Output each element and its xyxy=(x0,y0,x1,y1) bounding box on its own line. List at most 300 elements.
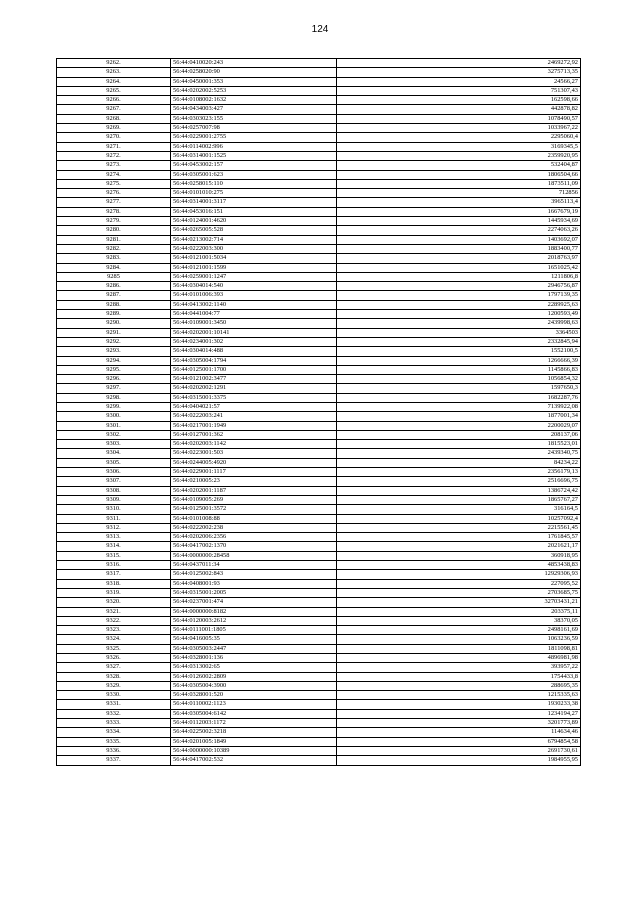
table-row xyxy=(57,356,581,365)
cadastral-number-cell: 56:44:0305001:623 xyxy=(171,170,337,179)
table-row xyxy=(57,542,581,551)
cadastral-number-cell: 56:44:0111001:1805 xyxy=(171,626,337,635)
row-number-cell: 9290. xyxy=(57,319,171,328)
cadastral-number-cell: 56:44:0125002:843 xyxy=(171,570,337,579)
table-row xyxy=(57,477,581,486)
table-row xyxy=(57,449,581,458)
row-number-cell: 9331. xyxy=(57,700,171,709)
value-cell: 1056854,32 xyxy=(337,375,581,384)
table-row xyxy=(57,291,581,300)
row-number-cell: 9305. xyxy=(57,458,171,467)
value-cell: 1078490,57 xyxy=(337,114,581,123)
cadastral-number-cell: 56:44:0229001:2755 xyxy=(171,133,337,142)
value-cell: 84234,22 xyxy=(337,458,581,467)
row-number-cell: 9336. xyxy=(57,746,171,755)
cadastral-number-cell: 56:44:0000000:10389 xyxy=(171,746,337,755)
value-cell: 1200593,49 xyxy=(337,310,581,319)
row-number-cell: 9314. xyxy=(57,542,171,551)
table-row xyxy=(57,468,581,477)
row-number-cell: 9280. xyxy=(57,226,171,235)
table-row xyxy=(57,579,581,588)
cadastral-number-cell: 56:44:0213002:714 xyxy=(171,235,337,244)
table-row xyxy=(57,282,581,291)
table-row xyxy=(57,217,581,226)
table-row xyxy=(57,616,581,625)
cadastral-number-cell: 56:44:0259001:1247 xyxy=(171,272,337,281)
cadastral-number-cell: 56:44:0257007:98 xyxy=(171,124,337,133)
row-number-cell: 9308. xyxy=(57,486,171,495)
table-row xyxy=(57,161,581,170)
value-cell: 10257092,4 xyxy=(337,514,581,523)
row-number-cell: 9312. xyxy=(57,523,171,532)
value-cell: 1063236,59 xyxy=(337,635,581,644)
row-number-cell: 9275. xyxy=(57,179,171,188)
table-row xyxy=(57,663,581,672)
value-cell: 4853438,83 xyxy=(337,561,581,570)
table-row xyxy=(57,59,581,68)
table-row xyxy=(57,700,581,709)
cadastral-number-cell: 56:44:0121001:1599 xyxy=(171,263,337,272)
cadastral-number-cell: 56:44:0127001:362 xyxy=(171,430,337,439)
cadastral-number-cell: 56:44:0202002:1291 xyxy=(171,384,337,393)
table-row xyxy=(57,68,581,77)
row-number-cell: 9326. xyxy=(57,654,171,663)
table-row xyxy=(57,672,581,681)
table-row xyxy=(57,272,581,281)
table-row xyxy=(57,691,581,700)
cadastral-number-cell: 56:44:0265005:528 xyxy=(171,226,337,235)
value-cell: 227095,52 xyxy=(337,579,581,588)
cadastral-number-cell: 56:44:0222003:241 xyxy=(171,412,337,421)
row-number-cell: 9282. xyxy=(57,244,171,253)
row-number-cell: 9317. xyxy=(57,570,171,579)
cadastral-number-cell: 56:44:0305004:6142 xyxy=(171,709,337,718)
value-cell: 1682287,76 xyxy=(337,393,581,402)
value-cell: 2703685,75 xyxy=(337,588,581,597)
table-row xyxy=(57,189,581,198)
cadastral-number-cell: 56:44:0108002:1632 xyxy=(171,96,337,105)
row-number-cell: 9286. xyxy=(57,282,171,291)
row-number-cell: 9287. xyxy=(57,291,171,300)
value-cell: 1806504,66 xyxy=(337,170,581,179)
value-cell: 3364503 xyxy=(337,328,581,337)
table-row xyxy=(57,244,581,253)
row-number-cell: 9334. xyxy=(57,728,171,737)
row-number-cell: 9278. xyxy=(57,207,171,216)
table-row xyxy=(57,533,581,542)
cadastral-number-cell: 56:44:0202003:1142 xyxy=(171,440,337,449)
cadastral-number-cell: 56:44:0202001:1187 xyxy=(171,486,337,495)
table-row xyxy=(57,607,581,616)
table-row xyxy=(57,96,581,105)
cadastral-number-cell: 56:44:0417002:1370 xyxy=(171,542,337,551)
value-cell: 1883400,77 xyxy=(337,244,581,253)
value-cell: 1552100,5 xyxy=(337,347,581,356)
value-cell: 208137,06 xyxy=(337,430,581,439)
row-number-cell: 9294. xyxy=(57,356,171,365)
table-row xyxy=(57,142,581,151)
row-number-cell: 9291. xyxy=(57,328,171,337)
table-row xyxy=(57,310,581,319)
value-cell: 24566,27 xyxy=(337,77,581,86)
cadastral-number-cell: 56:44:0121001:5034 xyxy=(171,254,337,263)
table-body xyxy=(57,59,581,766)
value-cell: 2469272,92 xyxy=(337,59,581,68)
table-row xyxy=(57,337,581,346)
row-number-cell: 9306. xyxy=(57,468,171,477)
value-cell: 162598,66 xyxy=(337,96,581,105)
table-row xyxy=(57,681,581,690)
row-number-cell: 9262. xyxy=(57,59,171,68)
value-cell: 3201773,89 xyxy=(337,719,581,728)
row-number-cell: 9325. xyxy=(57,644,171,653)
value-cell: 2200029,07 xyxy=(337,421,581,430)
table-row xyxy=(57,635,581,644)
value-cell: 1754433,8 xyxy=(337,672,581,681)
table-row xyxy=(57,124,581,133)
cadastral-number-cell: 56:44:0109001:3450 xyxy=(171,319,337,328)
value-cell: 1211806,8 xyxy=(337,272,581,281)
row-number-cell: 9273. xyxy=(57,161,171,170)
table-row xyxy=(57,430,581,439)
cadastral-number-cell: 56:44:0225002:3218 xyxy=(171,728,337,737)
value-cell: 751307,43 xyxy=(337,86,581,95)
cadastral-number-cell: 56:44:0121002:3477 xyxy=(171,375,337,384)
value-cell: 1033967,22 xyxy=(337,124,581,133)
row-number-cell: 9304. xyxy=(57,449,171,458)
value-cell: 1815523,01 xyxy=(337,440,581,449)
cadastral-number-cell: 56:44:0441004:77 xyxy=(171,310,337,319)
table-row xyxy=(57,412,581,421)
value-cell: 1761845,57 xyxy=(337,533,581,542)
row-number-cell: 9274. xyxy=(57,170,171,179)
value-cell: 38370,05 xyxy=(337,616,581,625)
table-row xyxy=(57,440,581,449)
cadastral-number-cell: 56:44:0120003:2612 xyxy=(171,616,337,625)
value-cell: 2332845,94 xyxy=(337,337,581,346)
table-row xyxy=(57,756,581,765)
row-number-cell: 9267. xyxy=(57,105,171,114)
cadastral-number-cell: 56:44:0114002:996 xyxy=(171,142,337,151)
row-number-cell: 9297. xyxy=(57,384,171,393)
value-cell: 712856 xyxy=(337,189,581,198)
table-row xyxy=(57,505,581,514)
table-row xyxy=(57,319,581,328)
cadastral-number-cell: 56:44:0000000:28458 xyxy=(171,551,337,560)
value-cell: 1445934,69 xyxy=(337,217,581,226)
value-cell: 1984955,95 xyxy=(337,756,581,765)
value-cell: 3965113,4 xyxy=(337,198,581,207)
cadastral-number-cell: 56:44:0404021:57 xyxy=(171,402,337,411)
cadastral-number-cell: 56:44:0244005:4920 xyxy=(171,458,337,467)
cadastral-number-cell: 56:44:0416005:35 xyxy=(171,635,337,644)
value-cell: 1667679,19 xyxy=(337,207,581,216)
cadastral-number-cell: 56:44:0222003:300 xyxy=(171,244,337,253)
value-cell: 2498161,69 xyxy=(337,626,581,635)
cadastral-number-cell: 56:44:0125001:1700 xyxy=(171,365,337,374)
value-cell: 2946756,87 xyxy=(337,282,581,291)
cadastral-number-cell: 56:44:0202006:2356 xyxy=(171,533,337,542)
cadastral-number-cell: 56:44:0313002:65 xyxy=(171,663,337,672)
table-row xyxy=(57,263,581,272)
cadastral-number-cell: 56:44:0237001:474 xyxy=(171,598,337,607)
table-row xyxy=(57,495,581,504)
row-number-cell: 9265. xyxy=(57,86,171,95)
row-number-cell: 9296. xyxy=(57,375,171,384)
row-number-cell: 9288. xyxy=(57,300,171,309)
table-row xyxy=(57,458,581,467)
table-row xyxy=(57,375,581,384)
cadastral-number-cell: 56:44:0125001:3572 xyxy=(171,505,337,514)
row-number-cell: 9321. xyxy=(57,607,171,616)
row-number-cell: 9272. xyxy=(57,151,171,160)
table-row xyxy=(57,77,581,86)
cadastral-number-cell: 56:44:0101008:88 xyxy=(171,514,337,523)
row-number-cell: 9270. xyxy=(57,133,171,142)
cadastral-number-cell: 56:44:0453016:151 xyxy=(171,207,337,216)
row-number-cell: 9292. xyxy=(57,337,171,346)
value-cell: 1797139,35 xyxy=(337,291,581,300)
value-cell: 316164,5 xyxy=(337,505,581,514)
cadastral-number-cell: 56:44:0315001:2005 xyxy=(171,588,337,597)
row-number-cell: 9303. xyxy=(57,440,171,449)
value-cell: 7139922,08 xyxy=(337,402,581,411)
row-number-cell: 9295. xyxy=(57,365,171,374)
cadastral-number-cell: 56:44:0328001:520 xyxy=(171,691,337,700)
row-number-cell: 9301. xyxy=(57,421,171,430)
cadastral-number-cell: 56:44:0101006:393 xyxy=(171,291,337,300)
row-number-cell: 9307. xyxy=(57,477,171,486)
value-cell: 1930233,38 xyxy=(337,700,581,709)
cadastral-number-cell: 56:44:0303023:155 xyxy=(171,114,337,123)
row-number-cell: 9263. xyxy=(57,68,171,77)
value-cell: 1403692,07 xyxy=(337,235,581,244)
value-cell: 1145866,83 xyxy=(337,365,581,374)
value-cell: 2439340,75 xyxy=(337,449,581,458)
value-cell: 1234194,27 xyxy=(337,709,581,718)
cadastral-number-cell: 56:44:0202001:10141 xyxy=(171,328,337,337)
cadastral-number-cell: 56:44:0314001:3117 xyxy=(171,198,337,207)
row-number-cell: 9318. xyxy=(57,579,171,588)
row-number-cell: 9328. xyxy=(57,672,171,681)
value-cell: 1266666,39 xyxy=(337,356,581,365)
cadastral-number-cell: 56:44:0210005:23 xyxy=(171,477,337,486)
value-cell: 1865767,27 xyxy=(337,495,581,504)
row-number-cell: 9310. xyxy=(57,505,171,514)
table-row xyxy=(57,598,581,607)
row-number-cell: 9277. xyxy=(57,198,171,207)
cadastral-number-cell: 56:44:0304014:540 xyxy=(171,282,337,291)
table-row xyxy=(57,737,581,746)
row-number-cell: 9316. xyxy=(57,561,171,570)
cadastral-number-cell: 56:44:0258020:90 xyxy=(171,68,337,77)
table-row xyxy=(57,328,581,337)
table-row xyxy=(57,570,581,579)
value-cell: 532404,87 xyxy=(337,161,581,170)
table-row xyxy=(57,626,581,635)
value-cell: 2439998,63 xyxy=(337,319,581,328)
row-number-cell: 9333. xyxy=(57,719,171,728)
cadastral-number-cell: 56:44:0305003:2447 xyxy=(171,644,337,653)
cadastral-number-cell: 56:44:0304014:488 xyxy=(171,347,337,356)
cadastral-number-cell: 56:44:0258015:110 xyxy=(171,179,337,188)
registry-table xyxy=(56,58,581,766)
table-row xyxy=(57,198,581,207)
value-cell: 1651025,42 xyxy=(337,263,581,272)
row-number-cell: 9320. xyxy=(57,598,171,607)
value-cell: 2215561,45 xyxy=(337,523,581,532)
row-number-cell: 9266. xyxy=(57,96,171,105)
value-cell: 1386724,42 xyxy=(337,486,581,495)
cadastral-number-cell: 56:44:0314001:1525 xyxy=(171,151,337,160)
table-row xyxy=(57,207,581,216)
value-cell: 1597650,3 xyxy=(337,384,581,393)
value-cell: 3169345,5 xyxy=(337,142,581,151)
row-number-cell: 9311. xyxy=(57,514,171,523)
table-row xyxy=(57,486,581,495)
row-number-cell: 9323. xyxy=(57,626,171,635)
value-cell: 1877001,34 xyxy=(337,412,581,421)
table-row xyxy=(57,226,581,235)
value-cell: 2021621,17 xyxy=(337,542,581,551)
table-row xyxy=(57,347,581,356)
table-row xyxy=(57,709,581,718)
cadastral-number-cell: 56:44:0305004:1794 xyxy=(171,356,337,365)
value-cell: 288695,35 xyxy=(337,681,581,690)
cadastral-number-cell: 56:44:0222002:238 xyxy=(171,523,337,532)
value-cell: 2289925,63 xyxy=(337,300,581,309)
table-row xyxy=(57,105,581,114)
row-number-cell: 9300. xyxy=(57,412,171,421)
table-row xyxy=(57,402,581,411)
value-cell: 1215335,63 xyxy=(337,691,581,700)
cadastral-number-cell: 56:44:0124001:4620 xyxy=(171,217,337,226)
value-cell: 360918,95 xyxy=(337,551,581,560)
value-cell: 6794854,58 xyxy=(337,737,581,746)
cadastral-number-cell: 56:44:0112003:1172 xyxy=(171,719,337,728)
value-cell: 2018763,97 xyxy=(337,254,581,263)
table-row xyxy=(57,728,581,737)
table-row xyxy=(57,170,581,179)
table-row xyxy=(57,654,581,663)
cadastral-number-cell: 56:44:0000000:8182 xyxy=(171,607,337,616)
value-cell: 3275713,35 xyxy=(337,68,581,77)
row-number-cell: 9309. xyxy=(57,495,171,504)
row-number-cell: 9284. xyxy=(57,263,171,272)
row-number-cell: 9337. xyxy=(57,756,171,765)
cadastral-number-cell: 56:44:0410020:243 xyxy=(171,59,337,68)
value-cell: 203375,11 xyxy=(337,607,581,616)
row-number-cell: 9279. xyxy=(57,217,171,226)
value-cell: 2356179,13 xyxy=(337,468,581,477)
table-row xyxy=(57,151,581,160)
row-number-cell: 9264. xyxy=(57,77,171,86)
cadastral-number-cell: 56:44:0315001:3375 xyxy=(171,393,337,402)
row-number-cell: 9281. xyxy=(57,235,171,244)
cadastral-number-cell: 56:44:0305004:3900 xyxy=(171,681,337,690)
table-row xyxy=(57,551,581,560)
table-row xyxy=(57,514,581,523)
cadastral-number-cell: 56:44:0450001:353 xyxy=(171,77,337,86)
table-row xyxy=(57,644,581,653)
row-number-cell: 9283. xyxy=(57,254,171,263)
cadastral-number-cell: 56:44:0109005:269 xyxy=(171,495,337,504)
row-number-cell: 9269. xyxy=(57,124,171,133)
cadastral-number-cell: 56:44:0223001:503 xyxy=(171,449,337,458)
cadastral-number-cell: 56:44:0417002:532 xyxy=(171,756,337,765)
value-cell: 12929306,93 xyxy=(337,570,581,579)
row-number-cell: 9322. xyxy=(57,616,171,625)
row-number-cell: 9335. xyxy=(57,737,171,746)
value-cell: 2516696,75 xyxy=(337,477,581,486)
cadastral-number-cell: 56:44:0453002:157 xyxy=(171,161,337,170)
table-row xyxy=(57,235,581,244)
cadastral-number-cell: 56:44:0408001:93 xyxy=(171,579,337,588)
row-number-cell: 9324. xyxy=(57,635,171,644)
table-row xyxy=(57,421,581,430)
row-number-cell: 9293. xyxy=(57,347,171,356)
cadastral-number-cell: 56:44:0217001:1949 xyxy=(171,421,337,430)
row-number-cell: 9299. xyxy=(57,402,171,411)
table-row xyxy=(57,179,581,188)
table-row xyxy=(57,133,581,142)
value-cell: 114634,46 xyxy=(337,728,581,737)
cadastral-number-cell: 56:44:0126002:2809 xyxy=(171,672,337,681)
value-cell: 2274063,26 xyxy=(337,226,581,235)
cadastral-number-cell: 56:44:0101010:275 xyxy=(171,189,337,198)
table-row xyxy=(57,384,581,393)
table-row xyxy=(57,393,581,402)
row-number-cell: 9276. xyxy=(57,189,171,198)
cadastral-number-cell: 56:44:0110002:1123 xyxy=(171,700,337,709)
table-row xyxy=(57,588,581,597)
table-row xyxy=(57,365,581,374)
row-number-cell: 9332. xyxy=(57,709,171,718)
row-number-cell: 9298. xyxy=(57,393,171,402)
table-row xyxy=(57,254,581,263)
row-number-cell: 9329. xyxy=(57,681,171,690)
row-number-cell: 9330. xyxy=(57,691,171,700)
row-number-cell: 9268. xyxy=(57,114,171,123)
cadastral-number-cell: 56:44:0434003:427 xyxy=(171,105,337,114)
row-number-cell: 9327. xyxy=(57,663,171,672)
value-cell: 2295060,4 xyxy=(337,133,581,142)
table-row xyxy=(57,300,581,309)
table-row xyxy=(57,523,581,532)
table-row xyxy=(57,86,581,95)
row-number-cell: 9285 xyxy=(57,272,171,281)
value-cell: 4896981,98 xyxy=(337,654,581,663)
row-number-cell: 9302. xyxy=(57,430,171,439)
cadastral-number-cell: 56:44:0201005:1849 xyxy=(171,737,337,746)
cadastral-number-cell: 56:44:0413002:1140 xyxy=(171,300,337,309)
value-cell: 2359920,95 xyxy=(337,151,581,160)
value-cell: 393957,22 xyxy=(337,663,581,672)
value-cell: 32703431,21 xyxy=(337,598,581,607)
value-cell: 442878,82 xyxy=(337,105,581,114)
table-row xyxy=(57,114,581,123)
row-number-cell: 9315. xyxy=(57,551,171,560)
row-number-cell: 9271. xyxy=(57,142,171,151)
value-cell: 1873511,09 xyxy=(337,179,581,188)
table-row xyxy=(57,561,581,570)
cadastral-number-cell: 56:44:0202002:5253 xyxy=(171,86,337,95)
value-cell: 1811098,81 xyxy=(337,644,581,653)
page-number: 124 xyxy=(311,24,329,35)
cadastral-number-cell: 56:44:0234001:302 xyxy=(171,337,337,346)
table-row xyxy=(57,746,581,755)
cadastral-number-cell: 56:44:0328001:136 xyxy=(171,654,337,663)
